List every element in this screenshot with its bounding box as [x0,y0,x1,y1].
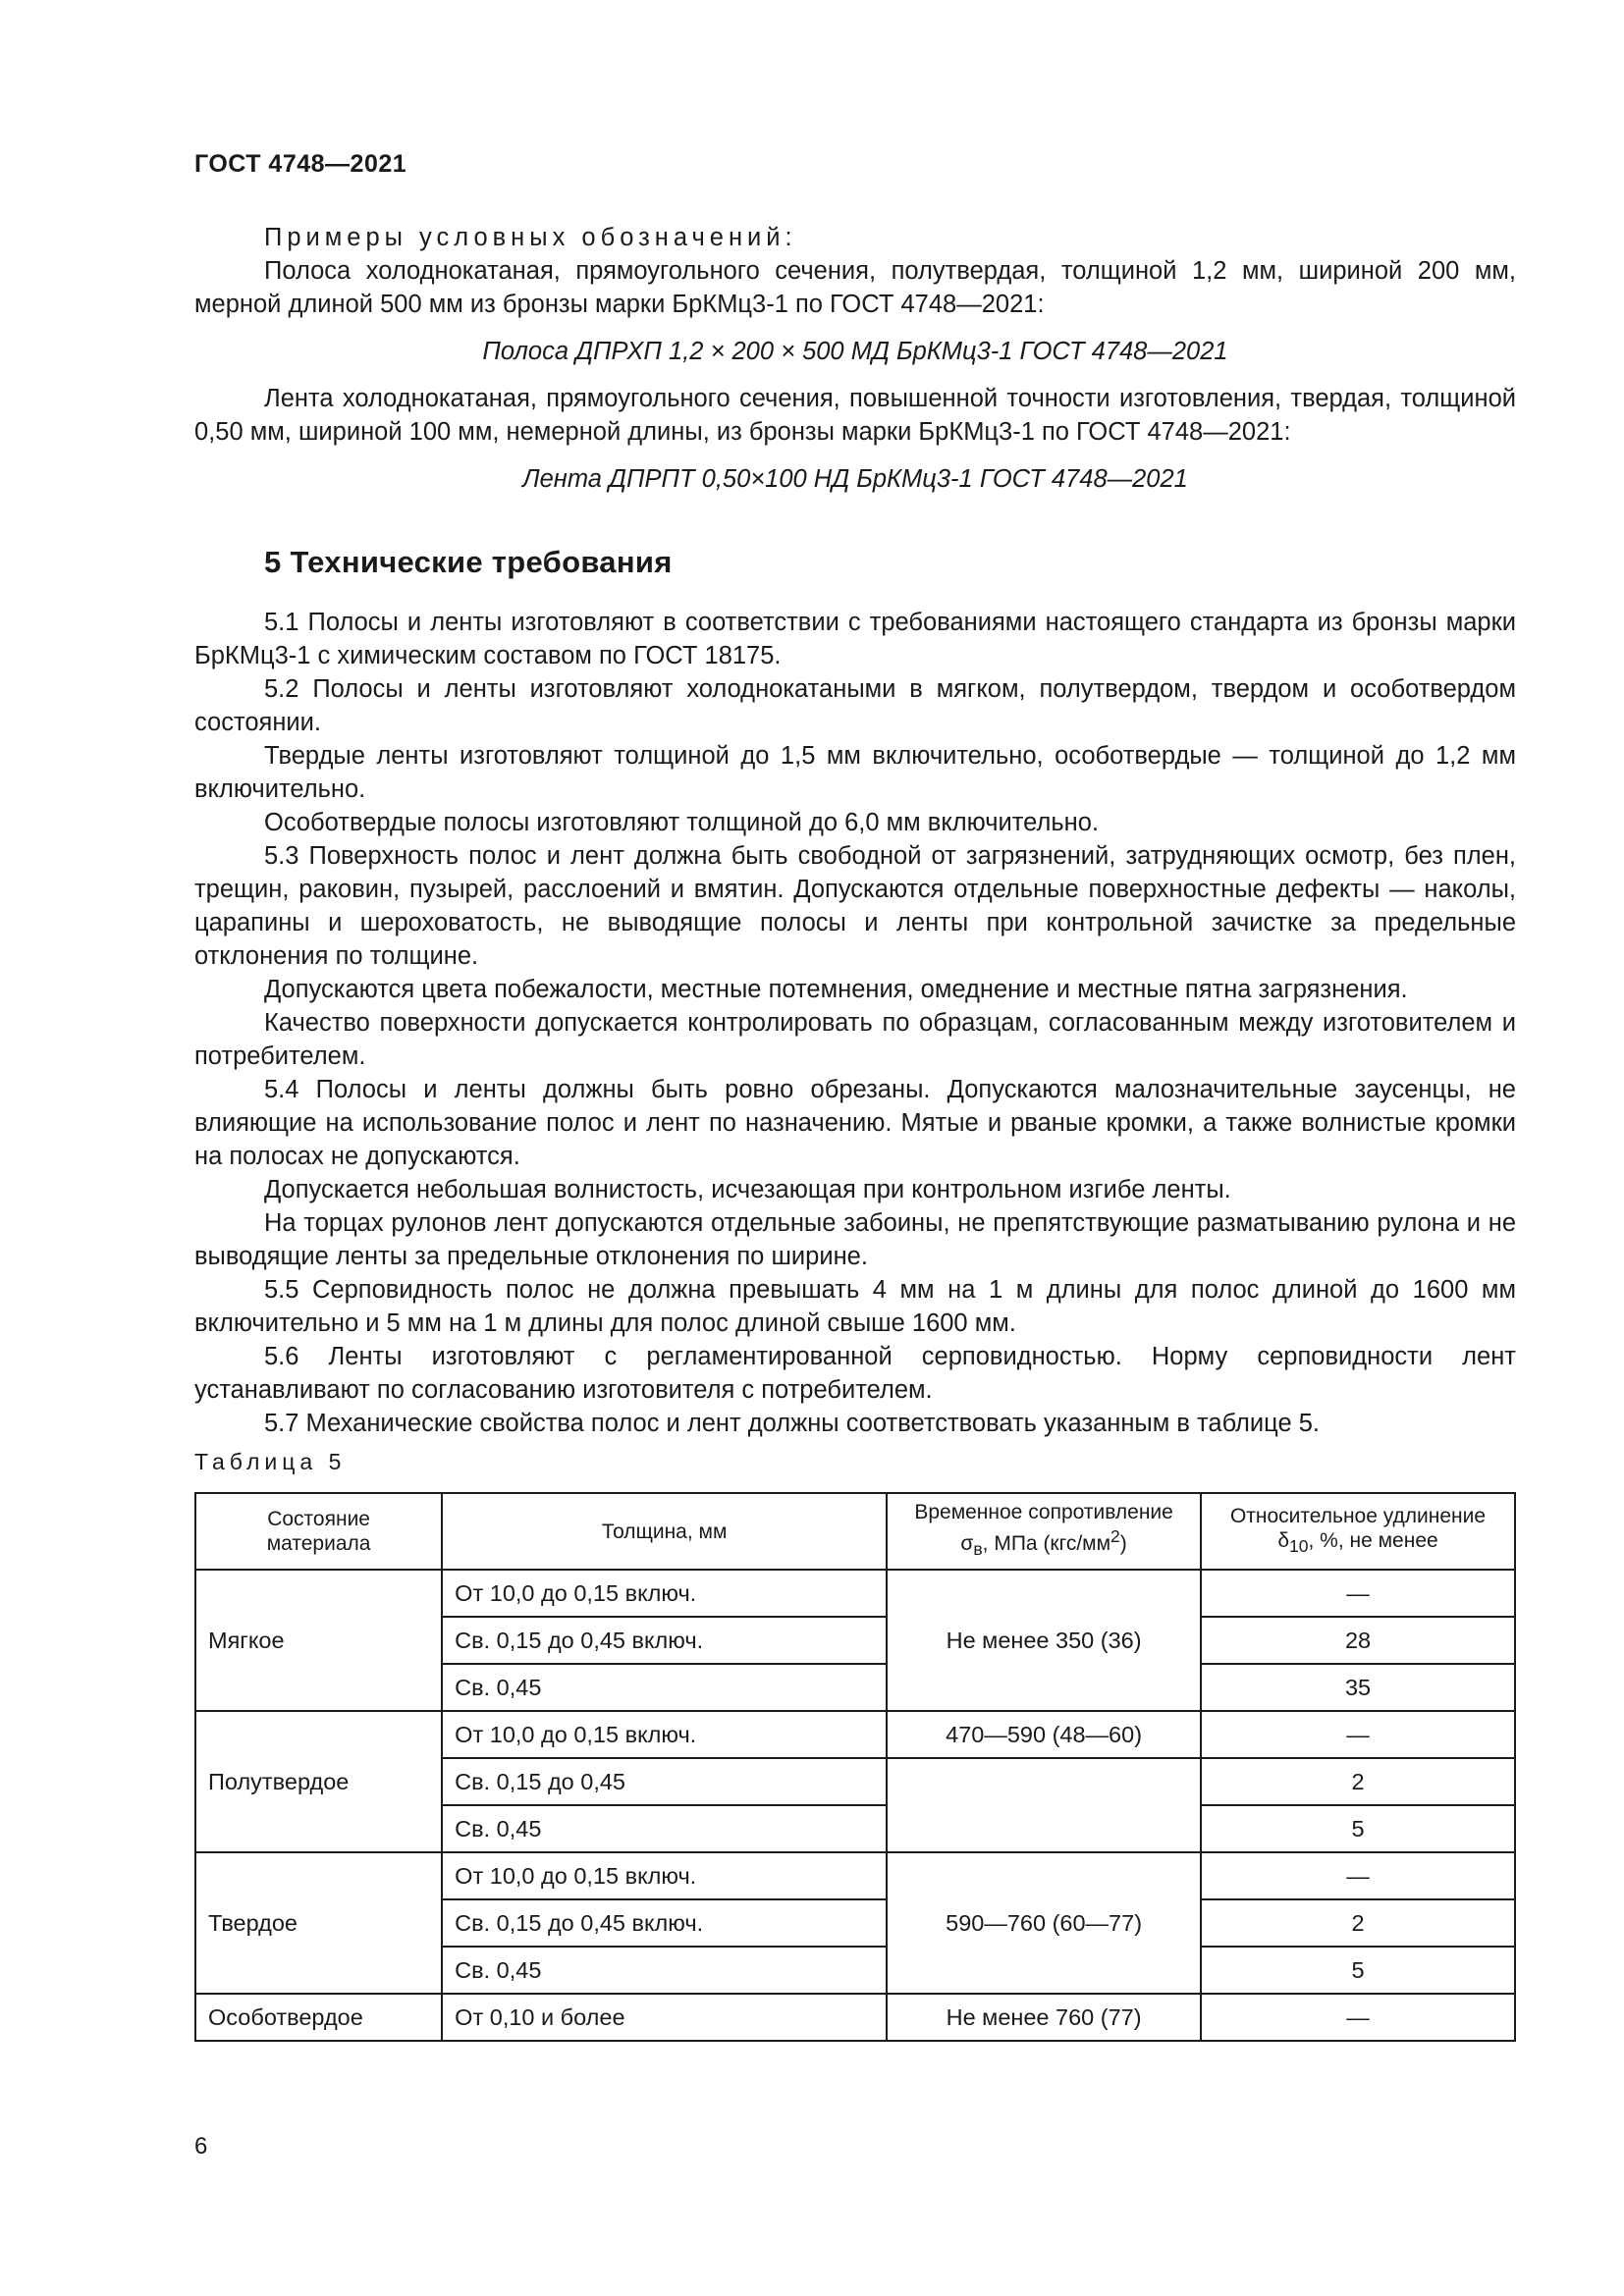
state-cell: Полутвердое [195,1711,442,1852]
examples-heading: Примеры условных обозначений: [264,224,797,251]
elongation-cell: — [1201,1711,1515,1758]
paragraph: 5.7 Механические свойства полос и лент должны соответствовать указанным в таблице 5. [264,1410,1321,1437]
thickness-cell: Св. 0,15 до 0,45 включ. [442,1617,887,1664]
state-cell: Мягкое [195,1570,442,1711]
thickness-cell: Св. 0,45 [442,1664,887,1711]
mechanical-properties-table [194,1492,1516,2042]
table-header-row [195,1493,1515,1570]
example-strip-designation: Полоса ДПРХП 1,2 × 200 × 500 МД БрКМц3-1 ГОСТ 4748—2021 [482,338,1228,365]
paragraph: На торцах рулонов лент допускаются отдельные забоины, не препятствующие разматыванию рулона и не выводящие ленты за предельные отклонения по ширине. [194,1209,1516,1270]
paragraph: Твердые ленты изготовляют толщиной до 1,5 мм включительно, особотвердые — толщиной до 1,2 мм включительно. [194,742,1516,803]
thickness-cell: От 10,0 до 0,15 включ. [442,1711,887,1758]
table-row [195,1994,1515,2041]
thickness-cell: От 10,0 до 0,15 включ. [442,1570,887,1617]
paragraph: 5.2 Полосы и ленты изготовляют холоднокатаными в мягком, полутвердом, твердом и особотвердом состоянии. [194,675,1516,736]
paragraph: 5.5 Серповидность полос не должна превышать 4 мм на 1 м длины для полос длиной до 1600 мм включительно и 5 мм на 1 м длины для полос длиной свыше 1600 мм. [194,1276,1516,1337]
elongation-cell: — [1201,1570,1515,1617]
elongation-cell: 2 [1201,1758,1515,1805]
examples-block [194,221,1516,509]
header-thickness: Толщина, мм [442,1493,887,1570]
table-row [195,1852,1515,1899]
state-cell: Особотвердое [195,1994,442,2041]
example-strip-text: Полоса холоднокатаная, прямоугольного сечения, полутвердая, толщиной 1,2 мм, шириной 200 мм, мерной длиной 500 мм из бронзы марки БрКМц3-1 по ГОСТ 4748—2021: [194,257,1516,318]
paragraph: 5.6 Ленты изготовляют с регламентированной серповидностью. Норму серповидности лент устанавливают по согласованию изготовителя с потребителем. [194,1343,1516,1404]
strength-cell: Не менее 350 (36) [887,1570,1201,1711]
header-strength: Временное сопротивление $\sigma_в$, МПа $(кгс/мм^2)$ [887,1493,1201,1570]
thickness-cell: Св. 0,45 [442,1947,887,1994]
thickness-cell: Св. 0,15 до 0,45 [442,1758,887,1805]
paragraph: Особотвердые полосы изготовляют толщиной до 6,0 мм включительно. [264,809,1100,836]
standard-code-header: ГОСТ 4748—2021 [194,150,407,178]
strength-cell-empty [887,1758,1201,1852]
elongation-cell: — [1201,1994,1515,2041]
thickness-cell: Св. 0,45 [442,1805,887,1852]
paragraph: 5.3 Поверхность полос и лент должна быть свободной от загрязнений, затрудняющих осмотр, без плен, трещин, раковин, пузырей, расслоений и вмятин. Допускаются отдельные поверхностные дефекты — наколы, царапины и шероховатость, не выводящие полосы и ленты при контрольной зачистке за предельные отклонения по толщине. [194,842,1516,970]
table-row [195,1711,1515,1758]
page-number: 6 [194,2133,208,2160]
table-caption: Таблица 5 [194,1449,347,1474]
example-tape-text: Лента холоднокатаная, прямоугольного сечения, повышенной точности изготовления, твердая, толщиной 0,50 мм, шириной 100 мм, немерной длины, из бронзы марки БрКМц3-1 по ГОСТ 4748—2021: [194,385,1516,446]
header-elongation: Относительное удлинение $\delta_{10}$, %, не менее [1201,1493,1515,1570]
strength-cell: 470—590 (48—60) [887,1711,1201,1758]
elongation-cell: — [1201,1852,1515,1899]
paragraph: Качество поверхности допускается контролировать по образцам, согласованным между изготовителем и потребителем. [194,1009,1516,1070]
section-title: 5 Технические требования [264,545,673,579]
elongation-cell: 35 [1201,1664,1515,1711]
elongation-cell: 2 [1201,1899,1515,1947]
state-cell: Твердое [195,1852,442,1994]
elongation-cell: 5 [1201,1947,1515,1994]
thickness-cell: Св. 0,15 до 0,45 включ. [442,1899,887,1947]
strength-cell: 590—760 (60—77) [887,1852,1201,1994]
requirements-body [194,606,1516,1440]
strength-cell: Не менее 760 (77) [887,1994,1201,2041]
paragraph: 5.1 Полосы и ленты изготовляют в соответствии с требованиями настоящего стандарта из бронзы марки БрКМц3-1 с химическим составом по ГОСТ 18175. [194,609,1516,669]
thickness-cell: От 10,0 до 0,15 включ. [442,1852,887,1899]
elongation-cell: 5 [1201,1805,1515,1852]
thickness-cell: От 0,10 и более [442,1994,887,2041]
table-row [195,1570,1515,1617]
paragraph: Допускаются цвета побежалости, местные потемнения, омеднение и местные пятна загрязнения. [264,976,1408,1003]
paragraph: Допускается небольшая волнистость, исчезающая при контрольном изгибе ленты. [264,1176,1231,1203]
elongation-cell: 28 [1201,1617,1515,1664]
example-tape-designation: Лента ДПРПТ 0,50×100 НД БрКМц3-1 ГОСТ 4748—2021 [522,465,1188,493]
paragraph: 5.4 Полосы и ленты должны быть ровно обрезаны. Допускаются малозначительные заусенцы, не влияющие на использование полос и лент по назначению. Мятые и рваные кромки, а также волнистые кромки на полосах не допускаются. [194,1076,1516,1170]
header-state: Состояние материала [195,1493,442,1570]
